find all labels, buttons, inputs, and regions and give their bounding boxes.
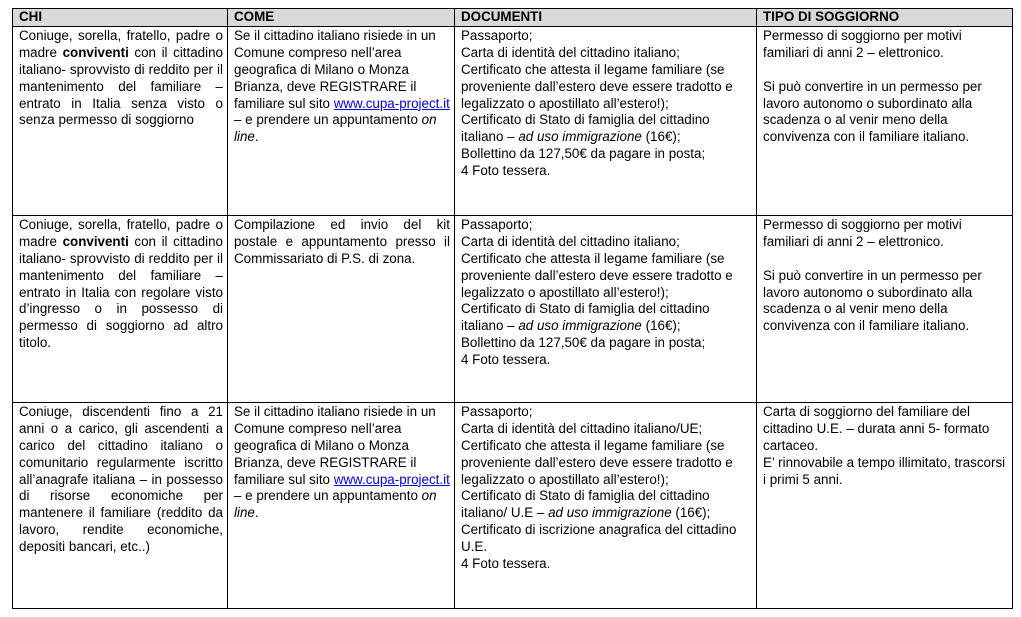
doc-item: Carta di identità del cittadino italiano; — [461, 233, 680, 249]
header-come: COME — [228, 9, 455, 27]
doc-item-after: (16€); — [641, 318, 681, 334]
cupa-project-link[interactable]: www.cupa-project.it — [333, 95, 450, 111]
table-row — [13, 215, 1013, 402]
come-text-mid: – e prendere un appuntamento — [234, 488, 422, 504]
doc-item: 4 Foto tessera. — [461, 352, 551, 368]
doc-item: 4 Foto tessera. — [461, 163, 551, 179]
requirements-table — [12, 8, 1013, 609]
doc-item: Certificato che attesta il legame familiare (se proveniente dall’estero deve essere tradotto e legalizzato o apostillato all’estero!); — [461, 61, 733, 111]
cell-chi — [13, 26, 228, 215]
soggiorno-text: E’ rinnovabile a tempo illimitato, trascorsi i primi 5 anni. — [763, 454, 1006, 487]
doc-item: Passaporto; — [461, 27, 533, 43]
doc-item-italic: ad uso immigrazione — [518, 318, 642, 334]
cell-come — [228, 215, 455, 402]
cell-chi — [13, 402, 228, 608]
cell-tipo-soggiorno — [757, 215, 1013, 402]
chi-bold: conviventi — [62, 44, 129, 60]
doc-item: Bollettino da 127,50€ da pagare in posta; — [461, 146, 706, 162]
cupa-project-link[interactable]: www.cupa-project.it — [333, 471, 450, 487]
cell-documenti — [455, 402, 757, 608]
doc-item-italic: ad uso immigrazione — [548, 505, 672, 521]
chi-text: Coniuge, discendenti fino a 21 anni o a carico, gli ascendenti a carico del cittadino italiano o comunitario regularmente iscritto all’anagrafe italiana – in possesso di risorse economiche per mantenere il familiare (reddito da lavoro, rendite economiche, depositi bancari, etc..) — [19, 403, 223, 555]
doc-item — [461, 488, 752, 522]
doc-item: Carta di identità del cittadino italiano/UE; — [461, 420, 703, 436]
come-text-post: . — [254, 129, 259, 145]
doc-item: Carta di identità del cittadino italiano; — [461, 44, 680, 60]
cell-come — [228, 26, 455, 215]
doc-item: Certificato che attesta il legame familiare (se proveniente dall’estero deve essere tradotto e legalizzato o apostillato all’estero!); — [461, 437, 733, 487]
cell-come — [228, 402, 455, 608]
header-tipo-soggiorno: TIPO DI SOGGIORNO — [757, 9, 1013, 27]
doc-item-text: Certificato di Stato di famiglia del cittadino italiano — [461, 112, 710, 145]
table-header-row — [13, 9, 1013, 27]
doc-item: Passaporto; — [461, 403, 533, 419]
doc-item — [461, 112, 752, 146]
soggiorno-text: Permesso di soggiorno per motivi familiari di anni 2 – elettronico. — [763, 27, 962, 60]
doc-item: 4 Foto tessera. — [461, 556, 551, 572]
cell-documenti — [455, 26, 757, 215]
cell-tipo-soggiorno — [757, 26, 1013, 215]
soggiorno-text: Permesso di soggiorno per motivi familiari di anni 2 – elettronico. — [763, 216, 962, 249]
come-text: Se il cittadino italiano risiede in un Comune compreso nell’area geografica di Milano o Monza Brianza, deve REGISTRARE il familiare sul sito — [234, 403, 436, 487]
come-text: Compilazione ed invio del kit postale e appuntamento presso il Commissariato di P.S. di zona. — [234, 216, 450, 266]
chi-text-post: con il cittadino italiano- sprovvisto di reddito per il mantenimento del familiare – entrato in Italia con regolare visto d’ingresso o in possesso di permesso di soggiorno ad altro titolo. — [19, 233, 223, 351]
doc-item: Certificato di iscrizione anagrafica del cittadino U.E. — [461, 522, 737, 555]
doc-item-after: (16€); — [671, 505, 711, 521]
cell-chi — [13, 215, 228, 402]
soggiorno-text: Carta di soggiorno del familiare del cittadino U.E. – durata anni 5- formato cartaceo. — [763, 403, 990, 453]
cell-documenti — [455, 215, 757, 402]
chi-text: Coniuge, sorella, fratello, padre o madre — [19, 216, 223, 249]
document-page — [12, 8, 1012, 609]
header-documenti: DOCUMENTI — [455, 9, 757, 27]
come-italic: on line — [234, 488, 437, 521]
doc-item — [461, 301, 752, 335]
come-italic: on line — [234, 112, 437, 145]
soggiorno-text: Si può convertire in un permesso per lavoro autonomo o subordinato alla scadenza o al venir meno della convivenza con il familiare italiano. — [763, 267, 982, 334]
doc-item-text: Certificato di Stato di famiglia del cittadino italiano – — [461, 301, 710, 334]
doc-item-italic: – ad uso immigrazione — [507, 129, 642, 145]
soggiorno-text: Si può convertire in un permesso per lavoro autonomo o subordinato alla scadenza o al venir meno della convivenza con il familiare italiano. — [763, 78, 982, 145]
come-text-mid: – e prendere un appuntamento — [234, 112, 422, 128]
chi-text: Coniuge, sorella, fratello, padre o madre — [19, 27, 223, 60]
come-text: Se il cittadino italiano risiede in un Comune compreso nell’area geografica di Milano o Monza Brianza, deve REGISTRARE il familiare sul sito — [234, 27, 436, 111]
doc-item-text: Certificato di Stato di famiglia del cittadino italiano/ U.E – — [461, 488, 710, 521]
doc-item: Certificato che attesta il legame familiare (se proveniente dall’estero deve essere tradotto e legalizzato o apostillato all’estero!); — [461, 250, 733, 300]
chi-bold: conviventi — [62, 233, 129, 249]
cell-tipo-soggiorno — [757, 402, 1013, 608]
table-row — [13, 26, 1013, 215]
chi-text-post: con il cittadino italiano- sprovvisto di reddito per il mantenimento del familiare – entrato in Italia senza visto o senza permesso di soggiorno — [19, 44, 223, 128]
header-chi: CHI — [13, 9, 228, 27]
doc-item-after: (16€); — [641, 129, 681, 145]
come-text-post: . — [254, 505, 259, 521]
doc-item: Bollettino da 127,50€ da pagare in posta; — [461, 335, 706, 351]
doc-item: Passaporto; — [461, 216, 533, 232]
table-row — [13, 402, 1013, 608]
